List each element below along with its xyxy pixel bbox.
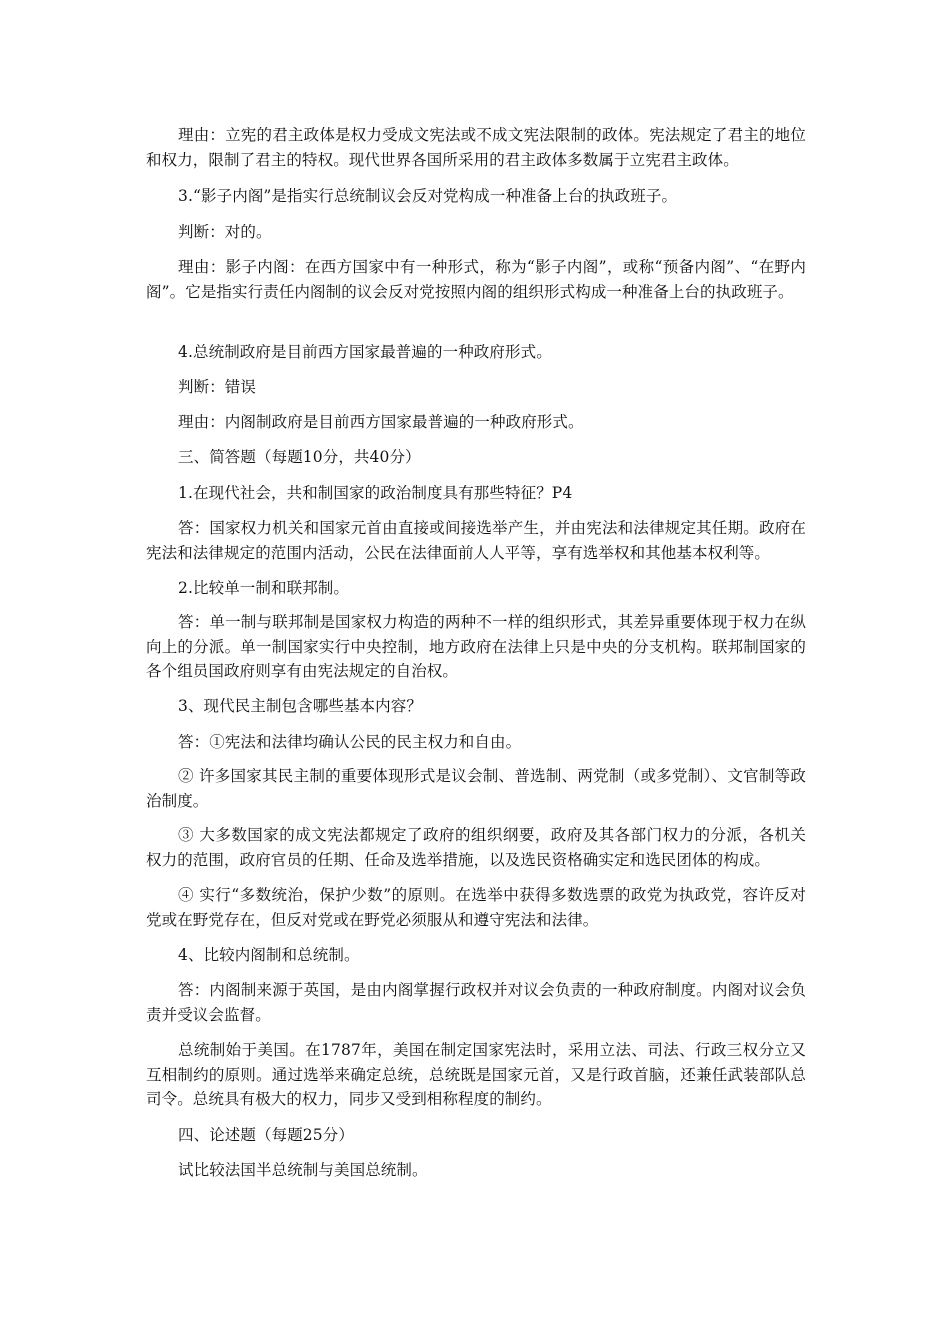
paragraph-reason-cabinet-government: 理由：内阁制政府是目前西方国家最普遍的一种政府形式。	[178, 413, 584, 431]
section-heading-short-answer: 三、简答题（每题10分，共40分）	[178, 448, 421, 466]
paragraph-answer-cabinet-system: 答：内阁制来源于英国，是由内阁掌握行政权并对议会负责的一种政府制度。内阁对议会负责并受议会监督。	[146, 981, 806, 1024]
paragraph-judgement-wrong: 判断：错误	[178, 378, 257, 396]
paragraph-answer-unitary-federal: 答：单一制与联邦制是国家权力构造的两种不一样的组织形式，其差异重要体现于权力在纵向上的分派。单一制国家实行中央控制，地方政府在法律上只是中央的分支机构。联邦制国家的各个组员国政府则享有由宪法规定的自治权。	[146, 613, 806, 681]
paragraph-reason-constitutional-monarchy: 理由：立宪的君主政体是权力受成文宪法或不成文宪法限制的政体。宪法规定了君主的地位和权力，限制了君主的特权。现代世界各国所采用的君主政体多数属于立宪君主政体。	[146, 126, 806, 169]
paragraph-essay-question: 试比较法国半总统制与美国总统制。	[178, 1161, 428, 1179]
paragraph-question-presidential-government: 4.总统制政府是目前西方国家最普遍的一种政府形式。	[178, 343, 552, 361]
paragraph-answer-presidential-system: 总统制始于美国。在1787年，美国在制定国家宪法时，采用立法、司法、行政三权分立又互相制约的原则。通过选举来确定总统，总统既是国家元首，又是行政首脑，还兼任武装部队总司令。总统具有极大的权力，同步又受到相称程度的制约。	[146, 1041, 806, 1109]
paragraph-question-modern-democracy: 3、现代民主制包含哪些基本内容？	[178, 697, 422, 715]
section-heading-essay: 四、论述题（每题25分）	[178, 1126, 354, 1144]
paragraph-answer-democracy-point-1: 答：①宪法和法律均确认公民的民主权力和自由。	[178, 733, 522, 751]
paragraph-reason-shadow-cabinet: 理由：影子内阁：在西方国家中有一种形式，称为“影子内阁”，或称“预备内阁”、“在野内阁”。它是指实行责任内阁制的议会反对党按照内阁的组织形式构成一种准备上台的执政班子。	[146, 258, 806, 301]
paragraph-answer-republic-features: 答：国家权力机关和国家元首由直接或间接选举产生，并由宪法和法律规定其任期。政府在宪法和法律规定的范围内活动，公民在法律面前人人平等，享有选举权和其他基本权利等。	[146, 519, 806, 562]
paragraph-answer-democracy-point-4: ④ 实行“多数统治，保护少数”的原则。在选举中获得多数选票的政党为执政党，容许反对党或在野党存在，但反对党或在野党必须服从和遵守宪法和法律。	[146, 886, 806, 929]
paragraph-answer-democracy-point-2: ② 许多国家其民主制的重要体现形式是议会制、普选制、两党制（或多党制）、文官制等政治制度。	[146, 767, 806, 810]
paragraph-question-republic-features: 1.在现代社会，共和制国家的政治制度具有那些特征？P4	[178, 484, 573, 502]
paragraph-answer-democracy-point-3: ③ 大多数国家的成文宪法都规定了政府的组织纲要，政府及其各部门权力的分派，各机关权力的范围，政府官员的任期、任命及选举措施，以及选民资格确实定和选民团体的构成。	[146, 826, 806, 869]
paragraph-question-unitary-federal: 2.比较单一制和联邦制。	[178, 579, 349, 597]
paragraph-judgement-correct: 判断：对的。	[178, 223, 272, 241]
paragraph-question-shadow-cabinet: 3.“影子内阁”是指实行总统制议会反对党构成一种准备上台的执政班子。	[178, 187, 678, 205]
paragraph-question-cabinet-presidential: 4、比较内阁制和总统制。	[178, 946, 360, 964]
